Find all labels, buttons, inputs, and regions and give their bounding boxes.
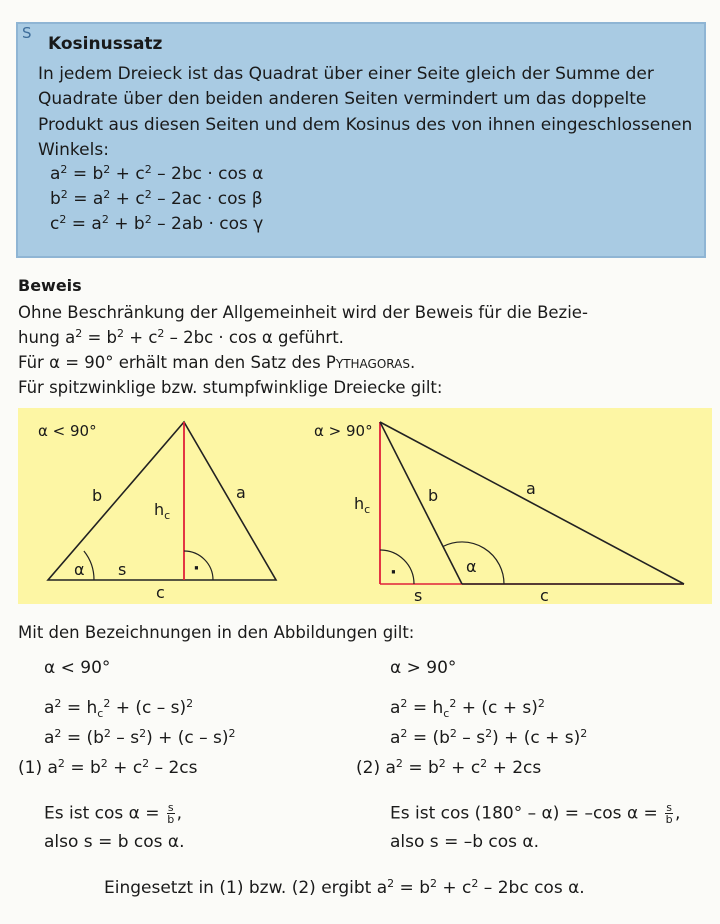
- obtuse-side-b-label: b: [428, 486, 439, 505]
- section-marker: S: [22, 24, 32, 42]
- acute-alpha-label: α: [74, 560, 85, 579]
- proof-line-1: Ohne Beschränkung der Allgemeinheit wird der Beweis für die Bezie-: [18, 303, 588, 322]
- left-eq-2: $a^2 = (b^2 - s^2) + (c - s)^2$: [44, 727, 236, 748]
- left-also-line: also s = b cos α.: [44, 832, 185, 852]
- acute-height-label: $h_c$: [154, 500, 171, 522]
- derivation-intro: Mit den Bezeichnungen in den Abbildungen gilt:: [18, 623, 415, 642]
- acute-side-a-label: a: [236, 483, 246, 502]
- left-eq-1: $a^2 = h_c^2 + (c - s)^2$: [44, 697, 194, 720]
- acute-right-angle-dot: ·: [193, 558, 200, 579]
- rule-formula-c: $c^2 = a^2 + b^2 - 2ab \cdot \cos \gamma$: [50, 213, 264, 234]
- left-cos-line: Es ist cos α = $\frac{s}{b}$ ,: [44, 801, 183, 826]
- right-also-line: also s = –b cos α.: [390, 832, 540, 852]
- obtuse-alpha-label: α: [466, 557, 477, 576]
- obtuse-right-angle-dot: ·: [390, 562, 397, 583]
- right-eq-2: $a^2 = (b^2 - s^2) + (c + s)^2$: [390, 727, 588, 748]
- final-statement: Eingesetzt in (1) bzw. (2) ergibt $a^2 = b^2 + c^2 - 2bc$ cos α.: [104, 877, 585, 898]
- rule-formula-b: $b^2 = a^2 + c^2 - 2ac \cdot \cos \beta$: [50, 188, 263, 209]
- proof-line-2: hung $a^2 = b^2 + c^2 - 2bc \cdot \cos \alpha$ geführt.: [18, 327, 344, 347]
- proof-line-3: Für α = 90° erhält man den Satz des Pythagoras.: [18, 353, 416, 372]
- pythagoras-name: Pythagoras: [325, 353, 410, 372]
- rule-text: In jedem Dreieck ist das Quadrat über einer Seite gleich der Summe der Quadrate über den beiden anderen Seiten vermindert um das doppelte Produkt aus diesen Seiten und dem Kosinus des von ihnen eingeschlossenen Winkels:: [38, 64, 693, 160]
- obtuse-height-label: $h_c$: [354, 494, 371, 516]
- acute-segment-s-label: s: [118, 560, 127, 579]
- obtuse-triangle: [380, 422, 684, 584]
- triangle-figure: [18, 408, 712, 604]
- obtuse-side-a-label: a: [526, 479, 536, 498]
- right-eq-3: (2) $a^2 = b^2 + c^2 + 2cs$: [356, 757, 542, 778]
- left-condition: α < 90°: [44, 658, 111, 678]
- acute-condition-label: α < 90°: [38, 422, 97, 440]
- obtuse-condition-label: α > 90°: [314, 422, 373, 440]
- left-fraction: $\frac{s}{b}$: [167, 801, 175, 826]
- right-fraction: $\frac{s}{b}$: [665, 801, 673, 826]
- obtuse-side-c-label: c: [540, 586, 549, 604]
- right-eq-1: $a^2 = h_c^2 + (c + s)^2$: [390, 697, 545, 720]
- rule-title: Kosinussatz: [48, 34, 163, 54]
- proof-line-4: Für spitzwinklige bzw. stumpfwinklige Dreiecke gilt:: [18, 378, 443, 397]
- obtuse-segment-s-label: s: [414, 586, 423, 604]
- acute-side-b-label: b: [92, 486, 103, 505]
- left-eq-3: (1) $a^2 = b^2 + c^2 - 2cs$: [18, 757, 198, 778]
- right-cos-line: Es ist cos (180° – α) = –cos α = $\frac{s}{b}$ ,: [390, 801, 681, 826]
- rule-formula-a: $a^2 = b^2 + c^2 - 2bc \cdot \cos \alpha$: [50, 163, 264, 184]
- acute-side-c-label: c: [156, 583, 165, 602]
- right-condition: α > 90°: [390, 658, 457, 678]
- proof-heading: Beweis: [18, 276, 82, 295]
